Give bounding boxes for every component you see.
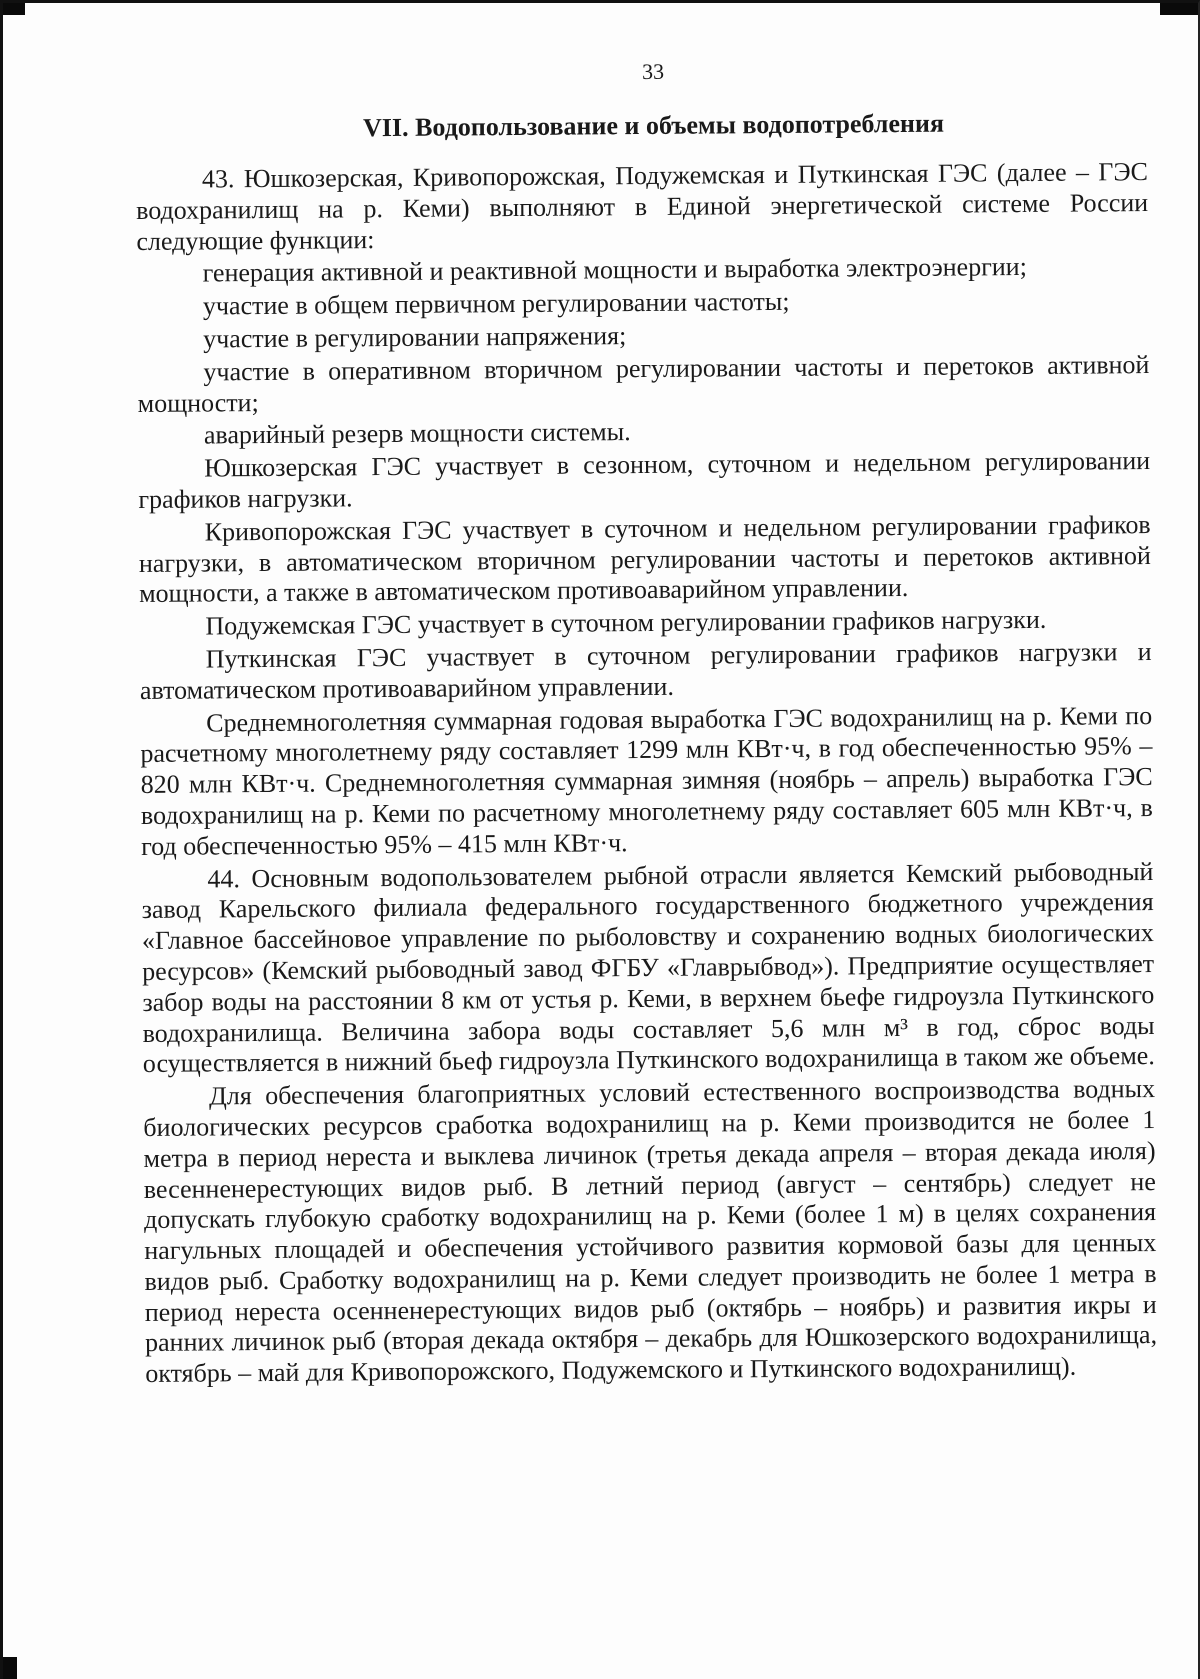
section-title: VII. Водопользование и объемы водопотребления [362,108,945,143]
paragraph-list [136,157,1158,1390]
scan-corner-mark [1160,3,1198,15]
paragraph-poduzhemskaya: Подужемская ГЭС участвует в суточном регулировании графиков нагрузки. [205,605,1047,641]
function-item: участие в оперативном вторичном регулировании частоты и перетоков активной мощности; [137,349,1150,418]
scan-corner-mark [3,1657,17,1679]
scan-corner-mark [3,3,25,15]
paragraph-44-fish-hatchery: 44. Основным водопользователем рыбной отрасли является Кемский рыбоводный завод Карельского филиала федерального государственного бюджетного учреждения «Главное бассейновое управление по рыболовству и сохранению водных биологических ресурсов» (Кемский рыбоводный завод ФГБУ «Главрыбвод»). Предприятие осуществляет забор воды на расстоянии 8 км от устья р. Кеми, в верхнем бьефе гидроузла Путкинского водохранилища. Величина забора воды составляет 5,6 млн м³ в год, сброс воды осуществляется в нижний бьеф гидроузла Путкинского водохранилища в таком же объеме. [141,856,1155,1079]
page-number: 33 [641,58,665,85]
paragraph-krivoporozhskaya: Кривопорожская ГЭС участвует в суточном и недельном регулировании графиков нагрузки, в автоматическом вторичном регулировании частоты и перетоков активной мощности, а также в автоматическом противоаварийном управлении. [138,509,1152,609]
function-item: участие в общем первичном регулировании частоты; [202,287,790,321]
paragraph-yushkozerskaya: Юшкозерская ГЭС участвует в сезонном, суточном и недельном регулировании графиков нагрузки. [138,446,1151,514]
function-item: участие в регулировании напряжения; [203,321,627,354]
paragraph-43-intro: 43. Юшкозерская, Кривопорожская, Подужемская и Путкинская ГЭС (далее – ГЭС водохранилищ на р. Кеми) выполняют в Единой энергетической системе России следующие функции: [136,157,1149,256]
function-item: генерация активной и реактивной мощности и выработка электроэнергии; [202,252,1027,288]
paragraph-reservoir-drawdown: Для обеспечения благоприятных условий естественного воспроизводства водных биологических ресурсов сработка водохранилищ на р. Кеми производится не более 1 метра в период нереста и выклева личинок (третья декада апреля – вторая декада июля) весенненерестующих видов рыб. В летний период (август – сентябрь) следует не допускать глубокую сработку водохранилищ на р. Кеми (более 1 м) в целях сохранения нагульных площадей и обеспечения устойчивого развития кормовой базы для ценных видов рыб. Сработку водохранилищ на р. Кеми следует производить не более 1 метра в период нереста осенненерестующих видов рыб (октябрь – ноябрь) и развития икры и ранних личинок рыб (вторая декада октября – декабрь для Юшкозерского водохранилища, октябрь – май для Кривопорожского, Подужемского и Путкинского водохранилищ). [143,1074,1158,1389]
function-item: аварийный резерв мощности системы. [203,417,631,450]
document-body [135,55,1157,1390]
paragraph-power-output: Среднемноголетняя суммарная годовая выработка ГЭС водохранилищ на р. Кеми по расчетному многолетнему ряду составляет 1299 млн КВт·ч, в год обеспеченностью 95% – 820 млн КВт·ч. Среднемноголетняя суммарная зимняя (ноябрь – апрель) выработка ГЭС водохранилищ на р. Кеми по расчетному многолетнему ряду составляет 605 млн КВт·ч, в год обеспеченностью 95% – 415 млн КВт·ч. [140,700,1153,861]
paragraph-putkinskaya: Путкинская ГЭС участвует в суточном регулировании графиков нагрузки и автоматическом противоаварийном управлении. [139,636,1152,705]
